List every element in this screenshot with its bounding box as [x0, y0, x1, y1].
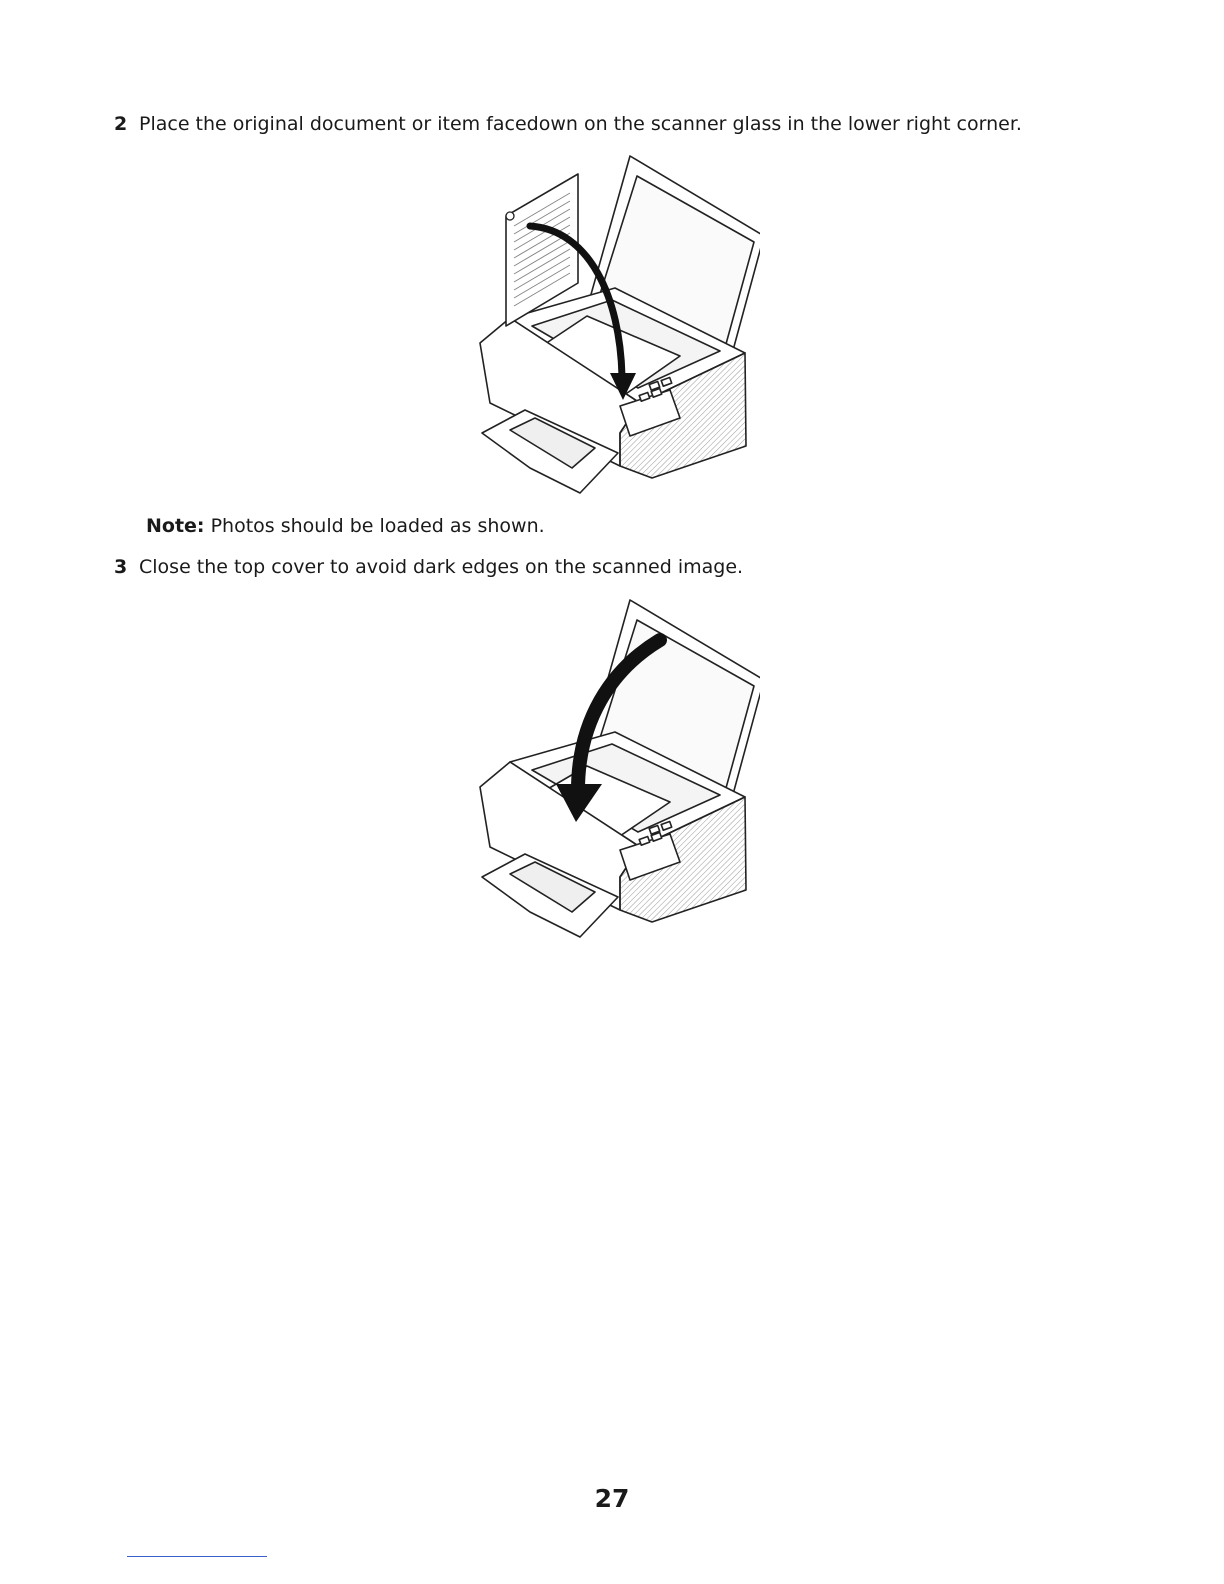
- step-number: 3: [114, 556, 128, 578]
- note: [146, 513, 545, 539]
- printer-load-document-illustration: [470, 148, 760, 498]
- step-text: Place the original document or item facedown on the scanner glass in the lower right corner.: [139, 113, 1022, 135]
- page-number: 27: [594, 1484, 630, 1513]
- note-text: Photos should be loaded as shown.: [210, 515, 545, 537]
- printer-close-cover-illustration: [470, 592, 760, 942]
- footer-divider: [127, 1556, 267, 1557]
- step-number: 2: [114, 113, 128, 135]
- step-text: Close the top cover to avoid dark edges on the scanned image.: [139, 556, 744, 578]
- note-label: Note:: [146, 515, 205, 537]
